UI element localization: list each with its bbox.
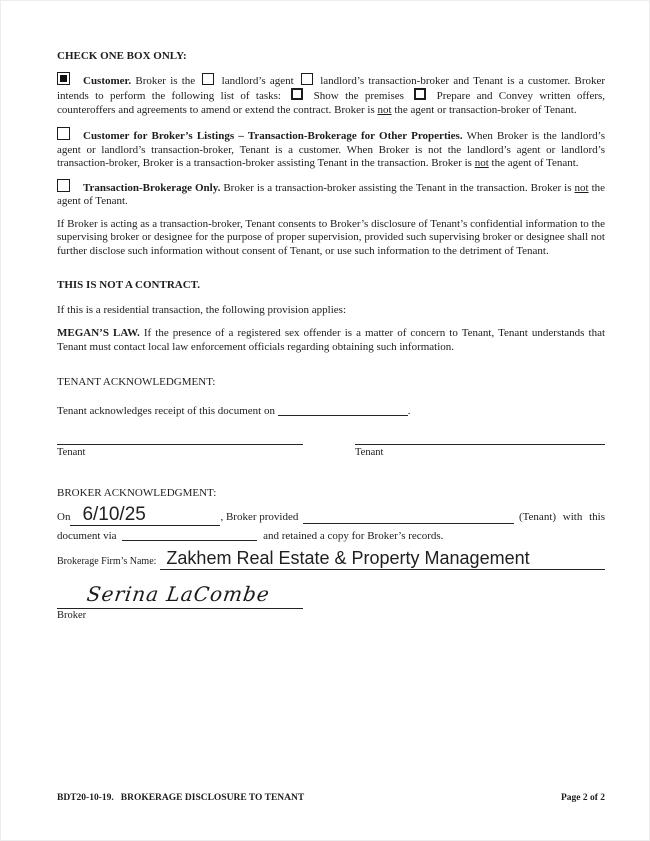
tenant-signature-line-2[interactable] <box>355 444 605 460</box>
brokerage-firm-name-field[interactable]: Zakhem Real Estate & Property Management <box>160 549 605 570</box>
residential-provision-line: If this is a residential transaction, the following provision applies: <box>57 303 346 316</box>
option-tbo-label: Transaction-Brokerage Only. <box>83 181 221 194</box>
option-customer <box>57 72 605 118</box>
footer-left <box>57 793 304 805</box>
megans-law-label: MEGAN’S LAW. <box>57 327 140 340</box>
on-label: On <box>57 510 71 523</box>
option-customer-label: Customer. <box>83 74 132 87</box>
option-customer-not: not <box>377 103 392 116</box>
broker-signature-line[interactable] <box>57 582 303 609</box>
option-customer-text-2: landlord’s agent <box>221 74 294 87</box>
show-premises-checkbox[interactable] <box>291 88 303 100</box>
prepare-convey-checkbox[interactable] <box>414 88 426 100</box>
landlords-agent-checkbox[interactable] <box>202 73 214 85</box>
option-customer-brokers-listings <box>57 127 605 171</box>
not-a-contract-heading: THIS IS NOT A CONTRACT. <box>57 279 200 292</box>
check-one-box-heading: CHECK ONE BOX ONLY: <box>57 50 187 62</box>
document-via-line <box>57 528 605 544</box>
option-listings-text-1: When Broker is the landlord’s agent or landlord’s transaction-broker, Tenant is a customer. When Broker is not the landlord’s agent or landlord’s transaction-broker, Broker is a transaction-broker assisting Tenant in the transaction. Broker is <box>57 130 605 170</box>
broker-acknowledgment-heading: BROKER ACKNOWLEDGMENT: <box>57 487 217 500</box>
broker-date-field[interactable]: 6/10/25 <box>70 505 220 526</box>
receipt-suffix: . <box>407 404 411 417</box>
customer-brokers-listings-checkbox[interactable] <box>57 127 70 140</box>
broker-signature-script: Serina LaCombe <box>85 581 272 606</box>
transaction-brokerage-only-checkbox[interactable] <box>57 179 70 192</box>
option-tbo-text-1: Broker is a transaction-broker assisting the Tenant in the transaction. Broker is <box>223 181 572 194</box>
tenant-name-field[interactable] <box>303 511 514 524</box>
option-customer-text-6: the agent or transaction-broker of Tenant. <box>394 103 577 116</box>
option-customer-text-3: landlord’s transaction-broker and Tenant is a customer. Broker intends to perform the following list of tasks: <box>57 74 606 103</box>
megans-law-text: If the presence of a registered sex offender is a matter of concern to Tenant, Tenant understands that Tenant must contact local law enforcement officials regarding obtaining such information. <box>57 327 606 353</box>
form-code: BDT20-10-19. <box>57 793 114 804</box>
receipt-line <box>57 403 605 419</box>
option-customer-text-1: Broker is the <box>135 74 196 87</box>
option-tbo-not: not <box>574 181 589 194</box>
broker-provided-line <box>57 505 605 526</box>
receipt-date-field[interactable] <box>278 403 408 416</box>
transaction-broker-consent-paragraph: If Broker is acting as a transaction-broker, Tenant consents to Broker’s disclosure of Tenant’s confidential information to the supervising broker or designee for the purpose of proper supervision, provided such supervising broker or designee shall not further disclose such information without consent of Tenant, or use such information to the detriment of Tenant. <box>57 217 605 257</box>
document-via-text: document via <box>57 529 117 542</box>
tenant-signature-row <box>57 444 605 460</box>
tenant-signature-label-1: Tenant <box>57 447 86 459</box>
option-transaction-brokerage-only <box>57 179 605 209</box>
option-listings-text-2: the agent of Tenant. <box>491 157 579 170</box>
retained-copy-text: and retained a copy for Broker’s records. <box>263 529 444 542</box>
tenant-signature-line-1[interactable] <box>57 444 303 460</box>
broker-provided-text: , Broker provided <box>220 510 299 523</box>
form-title: BROKERAGE DISCLOSURE TO TENANT <box>120 793 305 804</box>
tenant-signature-label-2: Tenant <box>355 447 384 459</box>
option-listings-label: Customer for Broker’s Listings – Transaction-Brokerage for Other Properties. <box>83 130 463 143</box>
option-customer-text-5: Prepare and Convey written offers, counteroffers and agreements to amend or extend the contract. Broker is <box>57 90 606 116</box>
brokerage-firm-line <box>57 549 605 570</box>
landlords-transaction-broker-checkbox[interactable] <box>301 73 313 85</box>
page-number: Page 2 of 2 <box>560 793 605 804</box>
receipt-text: Tenant acknowledges receipt of this document on <box>57 404 275 417</box>
delivery-method-field[interactable] <box>122 528 257 541</box>
page-footer <box>57 793 605 805</box>
tenant-with-this-text: (Tenant) with this <box>518 510 605 523</box>
megans-law-paragraph <box>57 327 605 354</box>
option-tbo-text-2: the agent of Tenant. <box>57 181 606 208</box>
tenant-acknowledgment-heading: TENANT ACKNOWLEDGMENT: <box>57 376 216 389</box>
brokerage-firm-label: Brokerage Firm’s Name: <box>57 556 157 568</box>
broker-signature-label: Broker <box>57 609 87 621</box>
option-listings-not: not <box>474 157 489 170</box>
option-customer-text-4: Show the premises <box>313 90 404 103</box>
customer-checkbox[interactable] <box>57 72 70 85</box>
